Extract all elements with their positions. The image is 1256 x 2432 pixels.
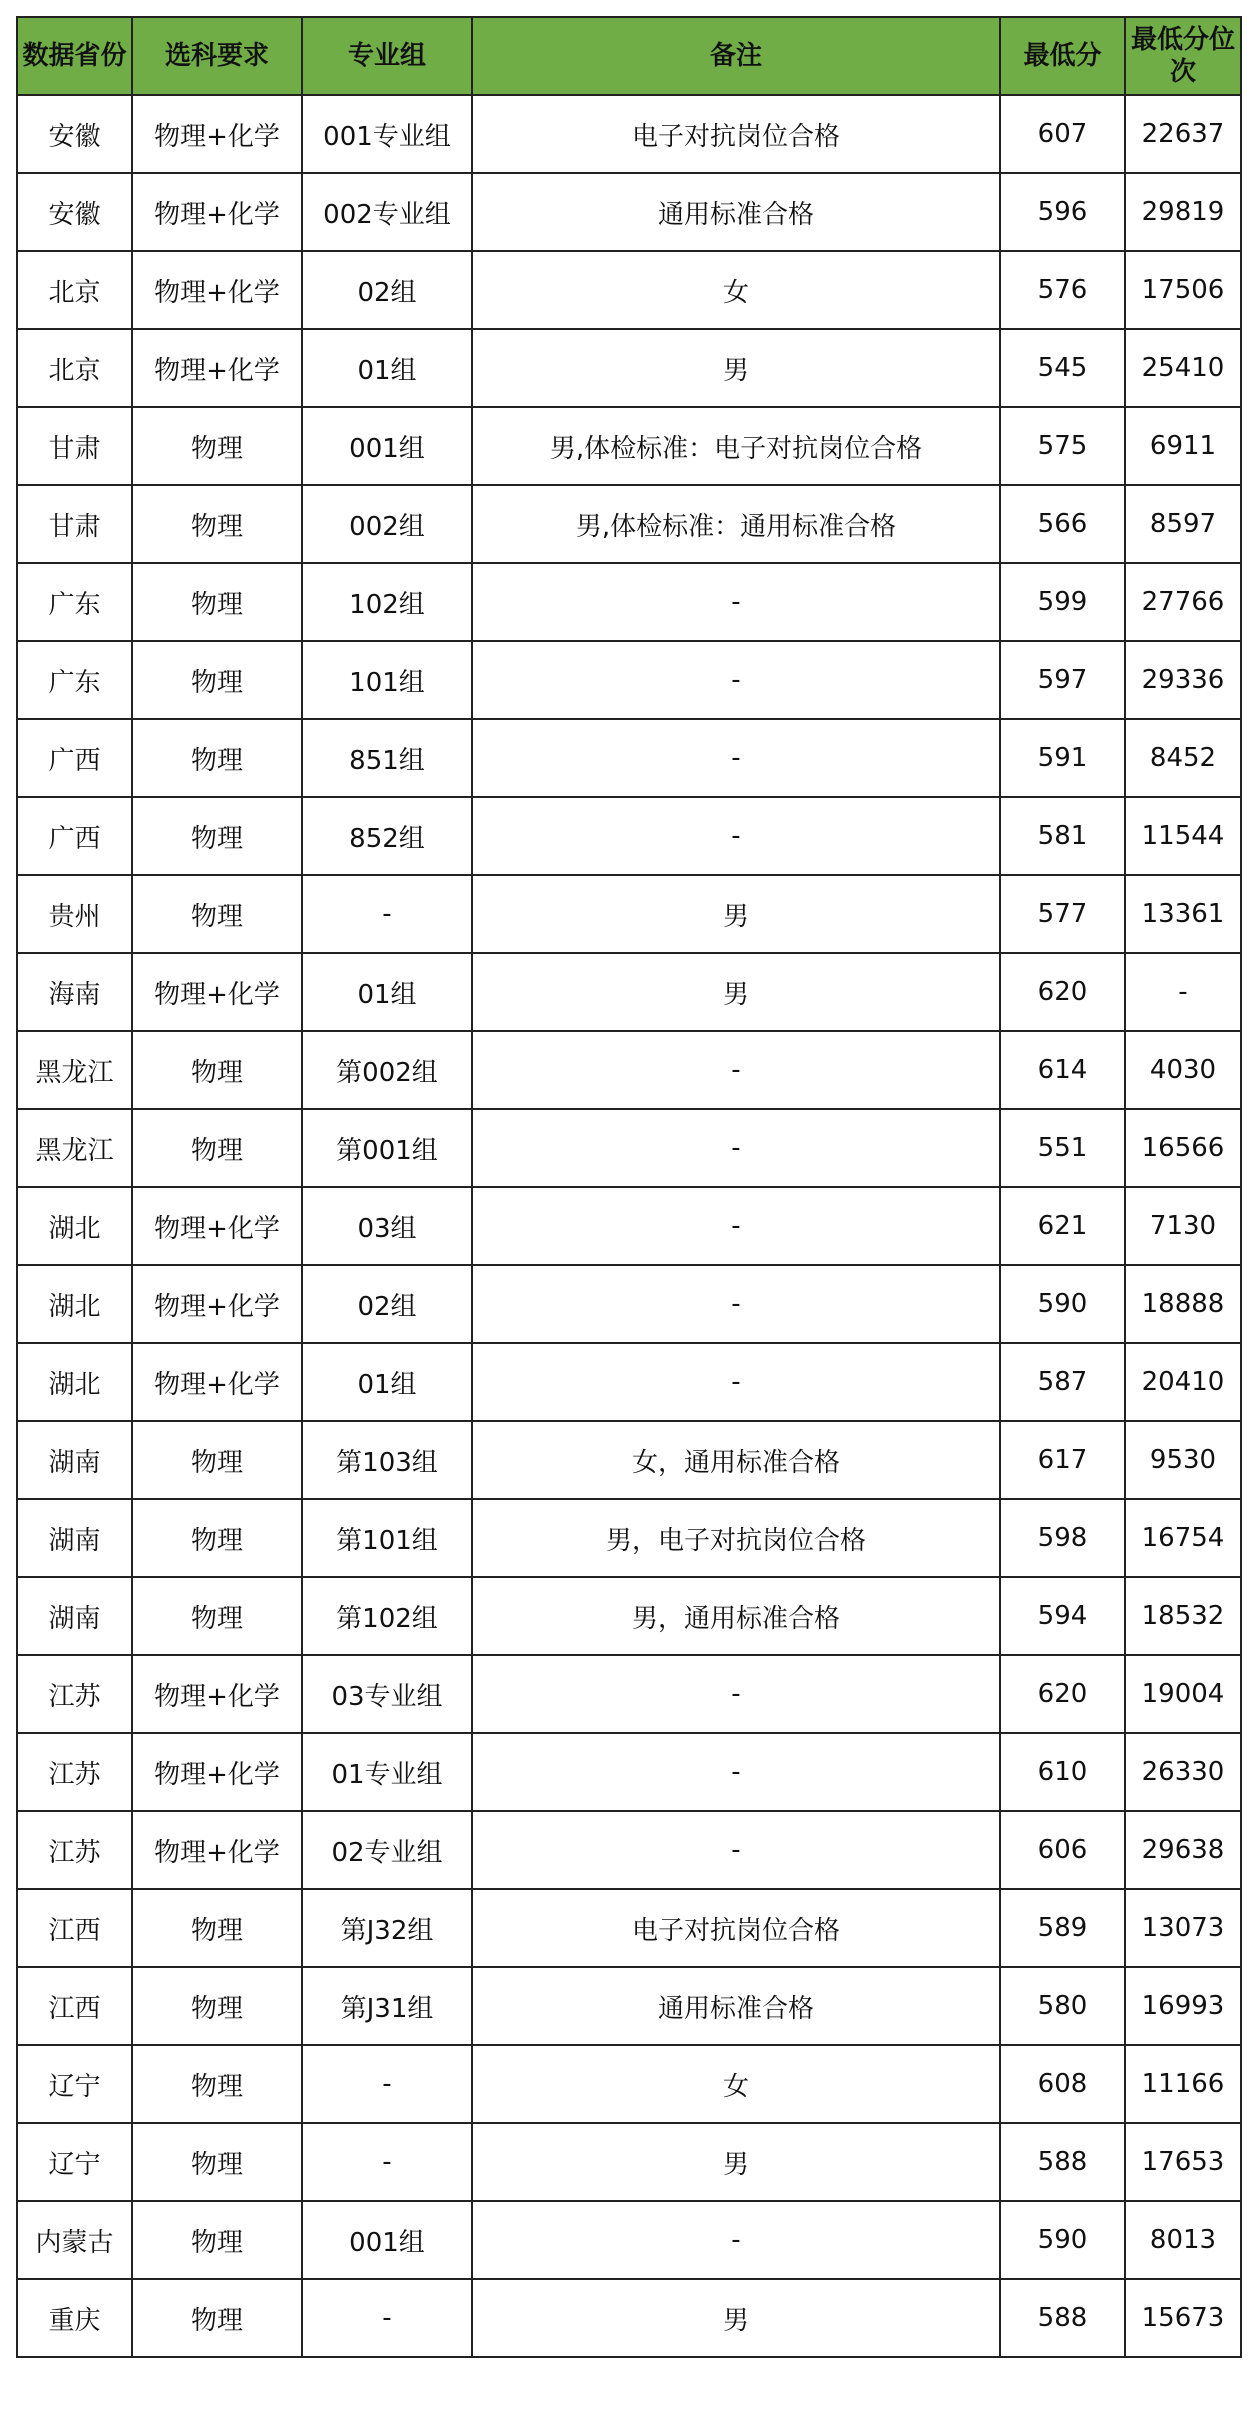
- cell-remarks: 通用标准合格: [472, 173, 1000, 251]
- cell-subject-requirement: 物理: [132, 563, 302, 641]
- cell-min-score: 545: [1000, 329, 1125, 407]
- cell-min-score: 587: [1000, 1343, 1125, 1421]
- cell-remarks: 男: [472, 875, 1000, 953]
- cell-major-group: -: [302, 2279, 472, 2357]
- table-row: [17, 251, 1241, 329]
- cell-min-score: 607: [1000, 95, 1125, 173]
- cell-remarks: -: [472, 1343, 1000, 1421]
- table-row: [17, 1811, 1241, 1889]
- cell-subject-requirement: 物理: [132, 1109, 302, 1187]
- cell-min-rank: 29819: [1125, 173, 1241, 251]
- cell-min-rank: 13073: [1125, 1889, 1241, 1967]
- table-row: [17, 2201, 1241, 2279]
- cell-remarks: -: [472, 1655, 1000, 1733]
- cell-province: 江苏: [17, 1655, 132, 1733]
- cell-min-score: 566: [1000, 485, 1125, 563]
- cell-province: 湖北: [17, 1265, 132, 1343]
- cell-min-rank: 29336: [1125, 641, 1241, 719]
- cell-province: 江西: [17, 1967, 132, 2045]
- cell-min-score: 577: [1000, 875, 1125, 953]
- cell-min-rank: 22637: [1125, 95, 1241, 173]
- cell-major-group: 001专业组: [302, 95, 472, 173]
- cell-subject-requirement: 物理+化学: [132, 1811, 302, 1889]
- table-row: [17, 875, 1241, 953]
- cell-remarks: 女，通用标准合格: [472, 1421, 1000, 1499]
- cell-min-rank: 8013: [1125, 2201, 1241, 2279]
- cell-min-rank: 20410: [1125, 1343, 1241, 1421]
- cell-subject-requirement: 物理: [132, 2123, 302, 2201]
- header-min-score: 最低分: [1000, 17, 1125, 95]
- cell-subject-requirement: 物理: [132, 2201, 302, 2279]
- cell-remarks: 女: [472, 251, 1000, 329]
- cell-province: 黑龙江: [17, 1031, 132, 1109]
- cell-province: 湖南: [17, 1421, 132, 1499]
- cell-remarks: -: [472, 797, 1000, 875]
- cell-major-group: -: [302, 875, 472, 953]
- admission-score-table: [16, 16, 1242, 2358]
- table-row: [17, 1655, 1241, 1733]
- cell-min-rank: 25410: [1125, 329, 1241, 407]
- table-row: [17, 485, 1241, 563]
- cell-min-score: 581: [1000, 797, 1125, 875]
- cell-remarks: 男,体检标准：电子对抗岗位合格: [472, 407, 1000, 485]
- cell-min-score: 620: [1000, 1655, 1125, 1733]
- cell-subject-requirement: 物理: [132, 1499, 302, 1577]
- table-row: [17, 797, 1241, 875]
- cell-province: 北京: [17, 329, 132, 407]
- table-row: [17, 407, 1241, 485]
- cell-major-group: 第102组: [302, 1577, 472, 1655]
- cell-min-rank: 19004: [1125, 1655, 1241, 1733]
- table-row: [17, 1265, 1241, 1343]
- cell-min-score: 590: [1000, 1265, 1125, 1343]
- cell-subject-requirement: 物理+化学: [132, 1265, 302, 1343]
- cell-major-group: 03专业组: [302, 1655, 472, 1733]
- cell-province: 湖北: [17, 1343, 132, 1421]
- cell-province: 贵州: [17, 875, 132, 953]
- cell-major-group: 02组: [302, 1265, 472, 1343]
- cell-min-score: 606: [1000, 1811, 1125, 1889]
- cell-subject-requirement: 物理+化学: [132, 953, 302, 1031]
- cell-major-group: 第103组: [302, 1421, 472, 1499]
- cell-province: 安徽: [17, 173, 132, 251]
- cell-major-group: 03组: [302, 1187, 472, 1265]
- cell-min-rank: 18888: [1125, 1265, 1241, 1343]
- cell-remarks: 女: [472, 2045, 1000, 2123]
- cell-min-rank: 9530: [1125, 1421, 1241, 1499]
- cell-province: 辽宁: [17, 2045, 132, 2123]
- cell-remarks: -: [472, 1187, 1000, 1265]
- cell-min-score: 610: [1000, 1733, 1125, 1811]
- cell-subject-requirement: 物理: [132, 1577, 302, 1655]
- cell-major-group: 002组: [302, 485, 472, 563]
- cell-min-score: 621: [1000, 1187, 1125, 1265]
- cell-major-group: 01专业组: [302, 1733, 472, 1811]
- cell-remarks: -: [472, 1031, 1000, 1109]
- cell-min-rank: 16566: [1125, 1109, 1241, 1187]
- cell-min-rank: 17653: [1125, 2123, 1241, 2201]
- cell-major-group: 01组: [302, 329, 472, 407]
- cell-subject-requirement: 物理: [132, 1889, 302, 1967]
- header-row: [17, 17, 1241, 95]
- cell-min-score: 620: [1000, 953, 1125, 1031]
- cell-remarks: 通用标准合格: [472, 1967, 1000, 2045]
- cell-province: 湖南: [17, 1499, 132, 1577]
- cell-min-rank: 11544: [1125, 797, 1241, 875]
- cell-min-score: 614: [1000, 1031, 1125, 1109]
- cell-min-rank: 11166: [1125, 2045, 1241, 2123]
- table-row: [17, 641, 1241, 719]
- cell-major-group: 第J31组: [302, 1967, 472, 2045]
- cell-remarks: 电子对抗岗位合格: [472, 95, 1000, 173]
- cell-province: 江苏: [17, 1811, 132, 1889]
- cell-major-group: -: [302, 2045, 472, 2123]
- cell-subject-requirement: 物理: [132, 719, 302, 797]
- cell-min-rank: 8452: [1125, 719, 1241, 797]
- cell-min-score: 590: [1000, 2201, 1125, 2279]
- cell-min-score: 589: [1000, 1889, 1125, 1967]
- cell-subject-requirement: 物理: [132, 485, 302, 563]
- cell-province: 甘肃: [17, 407, 132, 485]
- cell-min-rank: 6911: [1125, 407, 1241, 485]
- table-row: [17, 95, 1241, 173]
- header-major-group: 专业组: [302, 17, 472, 95]
- cell-min-rank: 15673: [1125, 2279, 1241, 2357]
- table-row: [17, 1733, 1241, 1811]
- table-row: [17, 719, 1241, 797]
- cell-remarks: 男: [472, 2123, 1000, 2201]
- cell-major-group: 第002组: [302, 1031, 472, 1109]
- table-row: [17, 1109, 1241, 1187]
- table-row: [17, 1499, 1241, 1577]
- cell-min-rank: 13361: [1125, 875, 1241, 953]
- cell-remarks: 男: [472, 329, 1000, 407]
- cell-province: 海南: [17, 953, 132, 1031]
- cell-subject-requirement: 物理: [132, 1967, 302, 2045]
- cell-major-group: 001组: [302, 407, 472, 485]
- cell-province: 内蒙古: [17, 2201, 132, 2279]
- cell-subject-requirement: 物理+化学: [132, 95, 302, 173]
- cell-remarks: -: [472, 1265, 1000, 1343]
- cell-province: 重庆: [17, 2279, 132, 2357]
- table-row: [17, 2123, 1241, 2201]
- cell-subject-requirement: 物理: [132, 1421, 302, 1499]
- table-body: [17, 95, 1241, 2357]
- cell-min-rank: 29638: [1125, 1811, 1241, 1889]
- cell-subject-requirement: 物理: [132, 641, 302, 719]
- cell-min-score: 588: [1000, 2279, 1125, 2357]
- cell-major-group: 02专业组: [302, 1811, 472, 1889]
- cell-major-group: 第001组: [302, 1109, 472, 1187]
- cell-subject-requirement: 物理+化学: [132, 1655, 302, 1733]
- cell-major-group: 851组: [302, 719, 472, 797]
- cell-remarks: 男: [472, 953, 1000, 1031]
- cell-subject-requirement: 物理: [132, 407, 302, 485]
- cell-major-group: 102组: [302, 563, 472, 641]
- cell-remarks: -: [472, 1811, 1000, 1889]
- cell-subject-requirement: 物理+化学: [132, 251, 302, 329]
- cell-min-rank: 17506: [1125, 251, 1241, 329]
- table-row: [17, 953, 1241, 1031]
- cell-province: 江西: [17, 1889, 132, 1967]
- cell-subject-requirement: 物理: [132, 2279, 302, 2357]
- cell-min-score: 598: [1000, 1499, 1125, 1577]
- cell-subject-requirement: 物理+化学: [132, 329, 302, 407]
- header-remarks: 备注: [472, 17, 1000, 95]
- cell-remarks: -: [472, 1109, 1000, 1187]
- cell-subject-requirement: 物理+化学: [132, 1187, 302, 1265]
- cell-min-score: 617: [1000, 1421, 1125, 1499]
- cell-province: 辽宁: [17, 2123, 132, 2201]
- cell-major-group: 101组: [302, 641, 472, 719]
- table-row: [17, 2045, 1241, 2123]
- cell-subject-requirement: 物理+化学: [132, 1343, 302, 1421]
- cell-min-score: 596: [1000, 173, 1125, 251]
- cell-remarks: -: [472, 719, 1000, 797]
- cell-major-group: -: [302, 2123, 472, 2201]
- cell-subject-requirement: 物理: [132, 1031, 302, 1109]
- table-row: [17, 1421, 1241, 1499]
- cell-subject-requirement: 物理: [132, 797, 302, 875]
- table-header: [17, 17, 1241, 95]
- cell-min-score: 551: [1000, 1109, 1125, 1187]
- cell-province: 广西: [17, 719, 132, 797]
- cell-remarks: 电子对抗岗位合格: [472, 1889, 1000, 1967]
- table-row: [17, 329, 1241, 407]
- cell-province: 广西: [17, 797, 132, 875]
- cell-remarks: 男，通用标准合格: [472, 1577, 1000, 1655]
- table-row: [17, 1343, 1241, 1421]
- cell-major-group: 02组: [302, 251, 472, 329]
- cell-subject-requirement: 物理: [132, 2045, 302, 2123]
- cell-province: 湖南: [17, 1577, 132, 1655]
- cell-min-score: 594: [1000, 1577, 1125, 1655]
- cell-major-group: 002专业组: [302, 173, 472, 251]
- cell-subject-requirement: 物理: [132, 875, 302, 953]
- cell-min-score: 599: [1000, 563, 1125, 641]
- table-row: [17, 1187, 1241, 1265]
- cell-min-score: 575: [1000, 407, 1125, 485]
- table-row: [17, 1577, 1241, 1655]
- cell-province: 安徽: [17, 95, 132, 173]
- cell-min-score: 591: [1000, 719, 1125, 797]
- cell-major-group: 001组: [302, 2201, 472, 2279]
- table-row: [17, 563, 1241, 641]
- cell-province: 广东: [17, 641, 132, 719]
- cell-min-score: 608: [1000, 2045, 1125, 2123]
- cell-remarks: -: [472, 2201, 1000, 2279]
- cell-remarks: -: [472, 641, 1000, 719]
- table-row: [17, 1889, 1241, 1967]
- cell-province: 北京: [17, 251, 132, 329]
- cell-min-rank: 16993: [1125, 1967, 1241, 2045]
- cell-min-score: 576: [1000, 251, 1125, 329]
- cell-min-rank: 16754: [1125, 1499, 1241, 1577]
- table-row: [17, 173, 1241, 251]
- cell-min-score: 580: [1000, 1967, 1125, 2045]
- cell-min-rank: 18532: [1125, 1577, 1241, 1655]
- cell-subject-requirement: 物理+化学: [132, 1733, 302, 1811]
- cell-province: 黑龙江: [17, 1109, 132, 1187]
- cell-min-rank: 4030: [1125, 1031, 1241, 1109]
- header-subject-requirement: 选科要求: [132, 17, 302, 95]
- cell-min-rank: 8597: [1125, 485, 1241, 563]
- cell-remarks: 男,体检标准：通用标准合格: [472, 485, 1000, 563]
- table-row: [17, 1967, 1241, 2045]
- header-min-rank: 最低分位次: [1125, 17, 1241, 95]
- cell-min-score: 588: [1000, 2123, 1125, 2201]
- cell-major-group: 01组: [302, 1343, 472, 1421]
- cell-min-rank: -: [1125, 953, 1241, 1031]
- cell-remarks: 男，电子对抗岗位合格: [472, 1499, 1000, 1577]
- cell-min-rank: 27766: [1125, 563, 1241, 641]
- cell-min-rank: 7130: [1125, 1187, 1241, 1265]
- cell-province: 广东: [17, 563, 132, 641]
- table-row: [17, 2279, 1241, 2357]
- cell-province: 湖北: [17, 1187, 132, 1265]
- cell-major-group: 第101组: [302, 1499, 472, 1577]
- cell-province: 甘肃: [17, 485, 132, 563]
- cell-subject-requirement: 物理+化学: [132, 173, 302, 251]
- header-province: 数据省份: [17, 17, 132, 95]
- table-row: [17, 1031, 1241, 1109]
- cell-remarks: -: [472, 563, 1000, 641]
- cell-remarks: -: [472, 1733, 1000, 1811]
- cell-major-group: 第J32组: [302, 1889, 472, 1967]
- cell-remarks: 男: [472, 2279, 1000, 2357]
- cell-province: 江苏: [17, 1733, 132, 1811]
- cell-major-group: 01组: [302, 953, 472, 1031]
- cell-min-rank: 26330: [1125, 1733, 1241, 1811]
- cell-major-group: 852组: [302, 797, 472, 875]
- cell-min-score: 597: [1000, 641, 1125, 719]
